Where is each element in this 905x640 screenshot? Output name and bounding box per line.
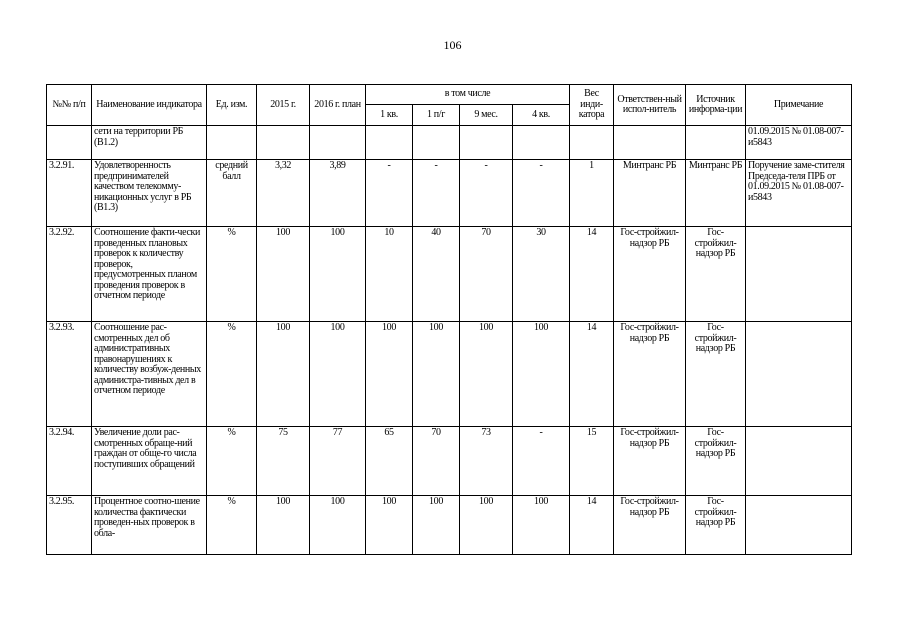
header-responsible: Ответствен-ный испол-нитель xyxy=(614,85,686,126)
table-row xyxy=(47,322,852,427)
cell-m9 xyxy=(460,126,513,160)
cell-m9: 70 xyxy=(460,227,513,322)
cell-q1 xyxy=(366,126,413,160)
page-number: 106 xyxy=(443,38,462,52)
cell-name: Увеличение доли рас-смотренных обраще-ний граждан от обще-го числа поступивших обращений xyxy=(92,427,207,496)
cell-y2016: 100 xyxy=(310,227,366,322)
cell-unit: % xyxy=(207,427,257,496)
header-h1: 1 п/г xyxy=(413,105,460,126)
cell-name: Соотношение рас-смотренных дел об административных правонарушениях к количеству возбуж-денных администра-тивных дел в отчетном периоде xyxy=(92,322,207,427)
table-row xyxy=(47,427,852,496)
cell-responsible: Гос-стройжил-надзор РБ xyxy=(614,496,686,555)
cell-responsible: Гос-стройжил-надзор РБ xyxy=(614,427,686,496)
cell-weight: 14 xyxy=(570,227,614,322)
cell-y2015: 100 xyxy=(257,227,310,322)
cell-name: Соотношение факти-чески проведенных плановых проверок к количеству проверок, предусмотренных планом проведения проверок в отчетном периоде xyxy=(92,227,207,322)
cell-h1: 40 xyxy=(413,227,460,322)
cell-unit: % xyxy=(207,227,257,322)
cell-note xyxy=(746,322,852,427)
cell-num: 3.2.94. xyxy=(47,427,92,496)
header-source: Источник информа-ции xyxy=(686,85,746,126)
cell-y2015: 3,32 xyxy=(257,160,310,227)
cell-y2015 xyxy=(257,126,310,160)
header-including: в том числе xyxy=(366,85,570,105)
cell-num: 3.2.95. xyxy=(47,496,92,555)
cell-responsible: Гос-стройжил-надзор РБ xyxy=(614,227,686,322)
cell-unit xyxy=(207,126,257,160)
table-row xyxy=(47,227,852,322)
cell-name: сети на территории РБ (B1.2) xyxy=(92,126,207,160)
cell-q1: 100 xyxy=(366,496,413,555)
header-name: Наименование индикатора xyxy=(92,85,207,126)
cell-responsible: Гос-стройжил-надзор РБ xyxy=(614,322,686,427)
cell-note: Поручение заме-стителя Председа-теля ПРБ от 01.09.2015 № 01.08-007-и5843 xyxy=(746,160,852,227)
cell-name: Удовлетворенность предпринимателей качеством телекомму-никационных услуг в РБ (B1.3) xyxy=(92,160,207,227)
header-2016-plan: 2016 г. план xyxy=(310,85,366,126)
cell-unit: средний балл xyxy=(207,160,257,227)
cell-num: 3.2.93. xyxy=(47,322,92,427)
cell-num: 3.2.91. xyxy=(47,160,92,227)
cell-h1: 100 xyxy=(413,496,460,555)
cell-q4: 30 xyxy=(513,227,570,322)
cell-m9: 100 xyxy=(460,322,513,427)
cell-source: Гос-стройжил-надзор РБ xyxy=(686,427,746,496)
header-q1: 1 кв. xyxy=(366,105,413,126)
cell-note xyxy=(746,496,852,555)
table-row xyxy=(47,496,852,555)
cell-h1 xyxy=(413,126,460,160)
header-9m: 9 мес. xyxy=(460,105,513,126)
cell-source: Гос-стройжил-надзор РБ xyxy=(686,322,746,427)
cell-source: Минтранс РБ xyxy=(686,160,746,227)
cell-weight: 14 xyxy=(570,496,614,555)
header-num: №№ п/п xyxy=(47,85,92,126)
cell-note: 01.09.2015 № 01.08-007-и5843 xyxy=(746,126,852,160)
cell-q1: 10 xyxy=(366,227,413,322)
cell-m9: 73 xyxy=(460,427,513,496)
header-2015: 2015 г. xyxy=(257,85,310,126)
cell-unit: % xyxy=(207,496,257,555)
cell-source xyxy=(686,126,746,160)
cell-y2015: 100 xyxy=(257,496,310,555)
header-weight: Вес инди-катора xyxy=(570,85,614,126)
cell-unit: % xyxy=(207,322,257,427)
cell-note xyxy=(746,427,852,496)
cell-h1: 70 xyxy=(413,427,460,496)
cell-weight: 1 xyxy=(570,160,614,227)
cell-weight: 14 xyxy=(570,322,614,427)
cell-m9: - xyxy=(460,160,513,227)
table-row xyxy=(47,126,852,160)
cell-y2015: 100 xyxy=(257,322,310,427)
cell-num: 3.2.92. xyxy=(47,227,92,322)
cell-y2015: 75 xyxy=(257,427,310,496)
cell-h1: - xyxy=(413,160,460,227)
header-row xyxy=(47,85,852,105)
cell-h1: 100 xyxy=(413,322,460,427)
cell-q1: 100 xyxy=(366,322,413,427)
cell-responsible xyxy=(614,126,686,160)
indicators-table xyxy=(46,84,852,555)
cell-name: Процентное соотно-шение количества фактически проведен-ных проверок в обла- xyxy=(92,496,207,555)
cell-y2016: 77 xyxy=(310,427,366,496)
cell-y2016 xyxy=(310,126,366,160)
cell-q4: 100 xyxy=(513,322,570,427)
cell-weight: 15 xyxy=(570,427,614,496)
cell-y2016: 100 xyxy=(310,322,366,427)
cell-y2016: 100 xyxy=(310,496,366,555)
cell-num xyxy=(47,126,92,160)
cell-responsible: Минтранс РБ xyxy=(614,160,686,227)
cell-q4: - xyxy=(513,160,570,227)
table-row xyxy=(47,160,852,227)
cell-weight xyxy=(570,126,614,160)
cell-y2016: 3,89 xyxy=(310,160,366,227)
cell-q1: 65 xyxy=(366,427,413,496)
cell-q4: 100 xyxy=(513,496,570,555)
header-unit: Ед. изм. xyxy=(207,85,257,126)
cell-q4 xyxy=(513,126,570,160)
cell-m9: 100 xyxy=(460,496,513,555)
header-q4: 4 кв. xyxy=(513,105,570,126)
header-note: Примечание xyxy=(746,85,852,126)
cell-source: Гос-стройжил-надзор РБ xyxy=(686,227,746,322)
cell-q4: - xyxy=(513,427,570,496)
cell-note xyxy=(746,227,852,322)
cell-q1: - xyxy=(366,160,413,227)
cell-source: Гос-стройжил-надзор РБ xyxy=(686,496,746,555)
